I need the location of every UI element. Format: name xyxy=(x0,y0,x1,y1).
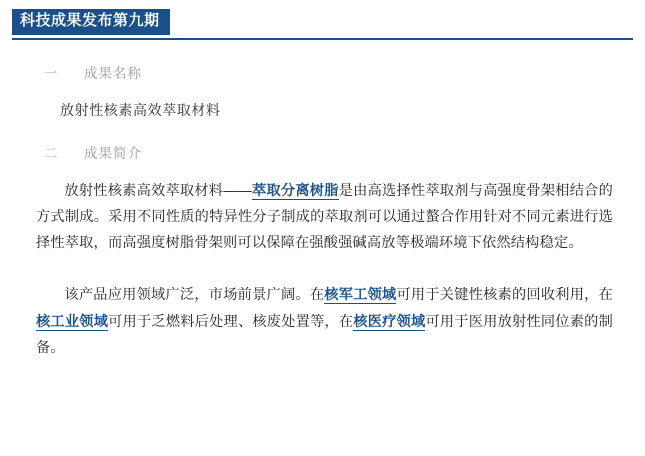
section-number-2: 二 xyxy=(44,145,59,161)
paragraph-application xyxy=(22,282,623,361)
paragraph-intro-text-1: 放射性核素高效萃取材料—— xyxy=(64,182,252,199)
keyword-nuclear-military: 核军工领域 xyxy=(324,287,397,304)
section-label-1: 成果名称 xyxy=(84,65,142,81)
document-body xyxy=(0,62,645,362)
document-page xyxy=(0,9,645,456)
paragraph-application-text-3: 可用于乏燃料后处理、核废处置等，在 xyxy=(108,313,354,330)
section-number-1: 一 xyxy=(44,65,59,81)
paragraph-application-text-4: 可用于医用放射性同位素的制备。 xyxy=(36,313,613,356)
keyword-nuclear-medicine: 核医疗领域 xyxy=(353,313,426,330)
paragraph-application-text-2: 可用于关键性核素的回收利用，在 xyxy=(396,287,613,304)
section-heading-1 xyxy=(22,62,623,82)
section-heading-2 xyxy=(22,142,623,162)
document-header xyxy=(12,9,633,40)
page-title: 科技成果发布第九期 xyxy=(12,9,170,35)
section-label-2: 成果简介 xyxy=(84,145,142,161)
paragraph-intro xyxy=(22,178,623,257)
keyword-nuclear-industry: 核工业领域 xyxy=(36,313,109,330)
keyword-extraction-resin: 萃取分离树脂 xyxy=(252,182,339,199)
paragraph-intro-text-2: 是由高选择性萃取剂与高强度骨架相结合的方式制成。采用不同性质的特异性分子制成的萃取剂可以通过螯合作用针对不同元素进行选择性萃取，而高强度树脂骨架则可以保障在强酸强碱高放等极端环境下依然结构稳定。 xyxy=(36,182,613,252)
paragraph-application-text-1: 该产品应用领域广泛，市场前景广阔。在 xyxy=(64,287,325,304)
achievement-title: 放射性核素高效萃取材料 xyxy=(60,101,221,118)
